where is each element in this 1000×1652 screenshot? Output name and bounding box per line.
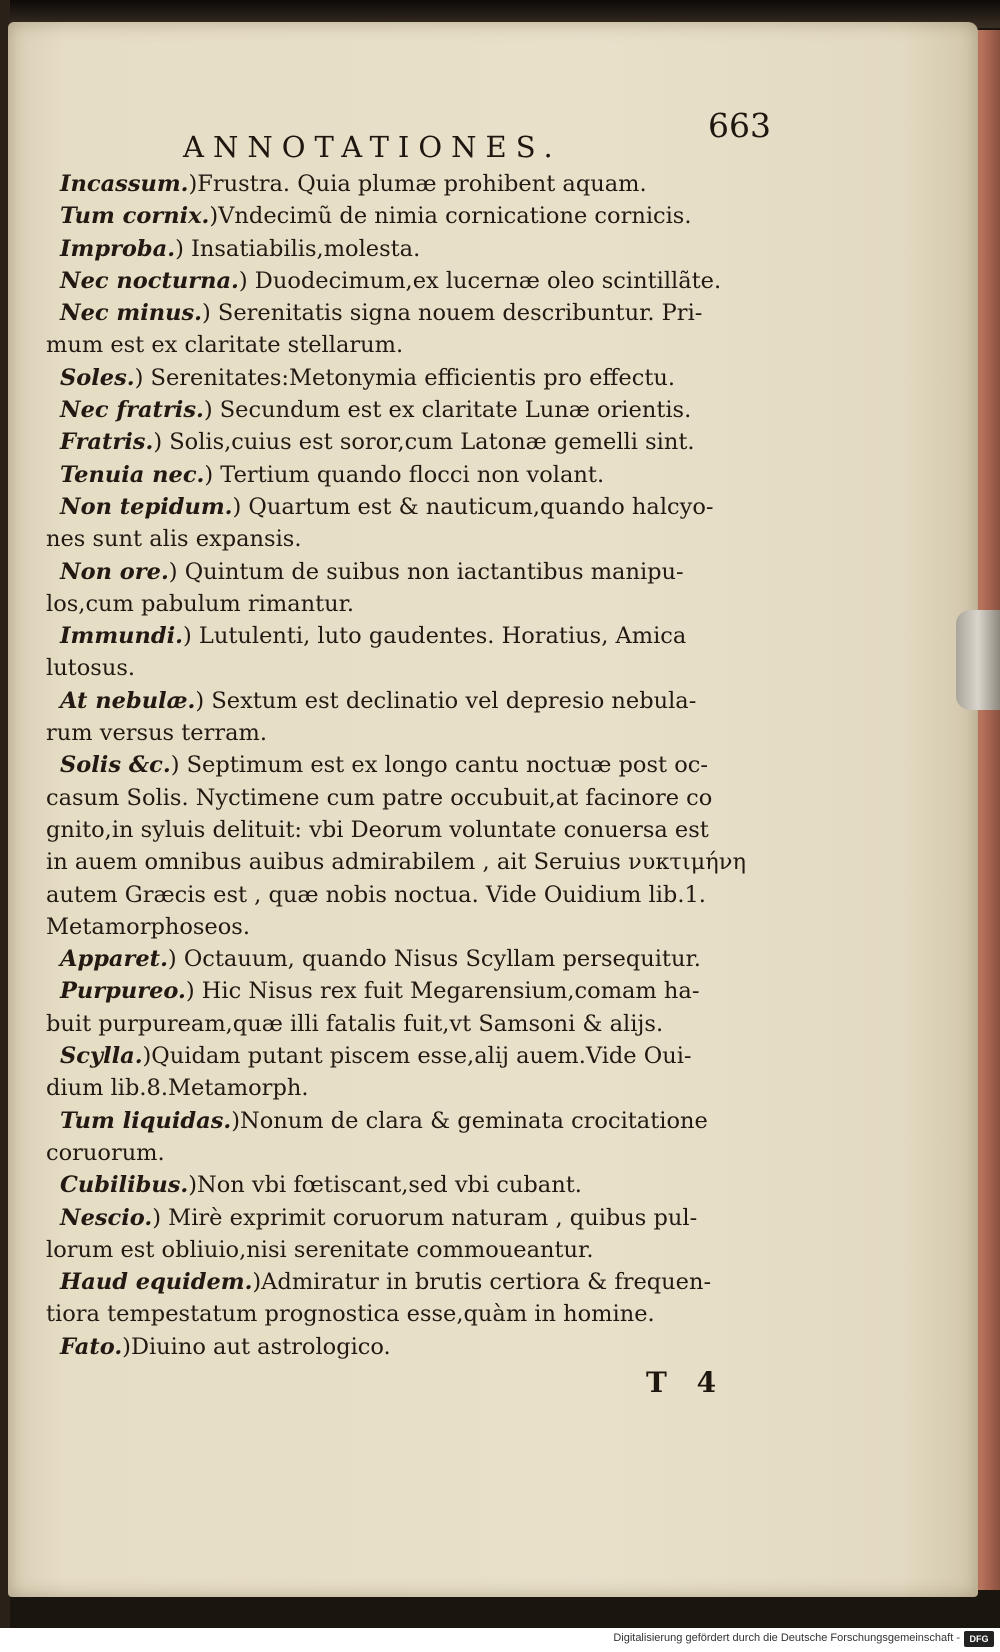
gloss-text: ) Quartum est & nauticum,quando halcyo- [232, 493, 714, 520]
gloss-text: rum versus terram. [46, 720, 268, 747]
gloss-text: gnito,in syluis delituit: vbi Deorum voluntate conuersa est [46, 816, 709, 843]
lemma: Nescio. [60, 1204, 153, 1231]
text-line [46, 1266, 796, 1298]
gloss-text: dium lib.8.Metamorph. [46, 1075, 309, 1102]
lemma: Incassum. [60, 171, 189, 197]
text-line [46, 943, 796, 975]
lemma: Solis &c. [60, 752, 171, 779]
lemma: Fato. [60, 1333, 123, 1360]
page-number: 663 [708, 106, 771, 145]
book-page [8, 22, 978, 1597]
lemma: Cubilibus. [60, 1172, 189, 1199]
gloss-text: Metamorphoseos. [46, 913, 250, 940]
text-line [46, 1331, 796, 1363]
text-line [46, 717, 796, 749]
gloss-text: ) Hic Nisus rex fuit Megarensium,comam ha- [185, 978, 700, 1005]
lemma: Nec minus. [60, 300, 202, 327]
lemma: Purpureo. [60, 978, 186, 1005]
gloss-text: los,cum pabulum rimantur. [46, 590, 355, 617]
gloss-text: coruorum. [46, 1139, 165, 1166]
gloss-text: ) Solis,cuius est soror,cum Latonæ gemelli sint. [153, 429, 695, 456]
lemma: Tenuia nec. [60, 461, 205, 488]
lemma: Soles. [60, 364, 135, 391]
gloss-text: )Quidam putant piscem esse,alij auem.Vide Oui- [142, 1043, 692, 1070]
gloss-text: buit purpuream,quæ illi fatalis fuit,vt Samsoni & alijs. [46, 1010, 664, 1037]
text-line [46, 1040, 796, 1072]
gloss-text: ) Insatiabilis,molesta. [175, 235, 421, 262]
text-line [46, 200, 796, 232]
gloss-text: )Frustra. Quia plumæ prohibent aquam. [188, 171, 647, 197]
text-line [46, 329, 796, 361]
gloss-text: ) Duodecimum,ex lucernæ oleo scintillãte. [238, 267, 722, 294]
gloss-text: )Diuino aut astrologico. [122, 1333, 391, 1360]
text-line [46, 620, 796, 652]
gloss-text: ) Quintum de suibus non iactantibus manipu- [168, 558, 684, 585]
text-line [46, 749, 796, 781]
gloss-text: autem Græcis est , quæ nobis noctua. Vide Ouidium lib.1. [46, 881, 706, 908]
text-line [46, 1202, 796, 1234]
lemma: Improba. [60, 235, 176, 262]
text-line [46, 459, 796, 491]
commentary-text [46, 168, 796, 1363]
lemma: Tum liquidas. [60, 1107, 232, 1134]
gloss-text: tiora tempestatum prognostica esse,quàm in homine. [46, 1301, 655, 1328]
lemma: Nec nocturna. [60, 267, 239, 294]
lemma: Scylla. [60, 1043, 143, 1070]
text-line [46, 362, 796, 394]
gloss-text: nes sunt alis expansis. [46, 526, 302, 553]
text-line [46, 297, 796, 329]
text-line [46, 1072, 796, 1104]
text-line [46, 491, 796, 523]
gloss-text: ) Mirè exprimit coruorum naturam , quibus pul- [152, 1204, 698, 1231]
text-line [46, 1234, 796, 1266]
text-line [46, 426, 796, 458]
gloss-text: ) Octauum, quando Nisus Scyllam persequitur. [167, 946, 701, 973]
text-line [46, 846, 796, 878]
gloss-text: ) Septimum est ex longo cantu noctuæ post oc- [170, 752, 708, 779]
text-line [46, 975, 796, 1007]
text-line [46, 1105, 796, 1137]
lemma: Nec fratris. [60, 397, 204, 424]
gloss-text: ) Serenitates:Metonymia efficientis pro effectu. [134, 364, 676, 391]
text-line [46, 523, 796, 555]
lemma: Non tepidum. [60, 493, 233, 520]
text-line [46, 233, 796, 265]
lemma: Apparet. [60, 946, 168, 973]
text-line [46, 1298, 796, 1330]
text-line [46, 1137, 796, 1169]
text-line [46, 879, 796, 911]
gloss-text: )Admiratur in brutis certiora & frequen- [252, 1269, 712, 1296]
gloss-text: casum Solis. Nyctimene cum patre occubuit,at facinore co [46, 784, 713, 811]
lemma: Tum cornix. [60, 203, 210, 230]
gloss-text: ) Secundum est ex claritate Lunæ orientis. [203, 397, 692, 424]
text-line [46, 652, 796, 684]
gloss-text: in auem omnibus auibus admirabilem , ait Seruius νυκτιμήνη [46, 849, 746, 876]
digitization-credit-bar [0, 1628, 1000, 1652]
gloss-text: )Nonum de clara & geminata crocitatione [231, 1107, 708, 1134]
gloss-text: mum est ex claritate stellarum. [46, 332, 404, 359]
gloss-text: )Vndecimũ de nimia cornicatione cornicis. [209, 203, 692, 230]
text-line [46, 265, 796, 297]
gloss-text: ) Lutulenti, luto gaudentes. Horatius, Amica [182, 623, 687, 650]
text-line [46, 556, 796, 588]
credit-text: Digitalisierung gefördert durch die Deutsche Forschungsgemeinschaft - [613, 1632, 960, 1644]
gloss-text: ) Serenitatis signa nouem describuntur. Pri- [202, 300, 703, 327]
page-marker-tab [956, 610, 1000, 710]
text-line [46, 814, 796, 846]
text-line [46, 1169, 796, 1201]
dfg-logo: DFG [964, 1631, 994, 1647]
text-line [46, 685, 796, 717]
text-line [46, 782, 796, 814]
lemma: Non ore. [60, 558, 169, 585]
signature-mark: T 4 [646, 1366, 727, 1399]
text-line [46, 168, 796, 200]
text-line [46, 1008, 796, 1040]
lemma: Immundi. [60, 623, 183, 650]
text-line [46, 394, 796, 426]
lemma: At nebulæ. [60, 687, 196, 714]
lemma: Haud equidem. [60, 1269, 253, 1296]
gloss-text: lorum est obliuio,nisi serenitate commoueantur. [46, 1236, 594, 1263]
gloss-text: lutosus. [46, 655, 136, 682]
running-head: ANNOTATIONES. [183, 130, 562, 164]
gloss-text: ) Sextum est declinatio vel depresio nebula- [195, 687, 697, 714]
gloss-text: ) Tertium quando flocci non volant. [204, 461, 605, 488]
text-line [46, 588, 796, 620]
text-line [46, 911, 796, 943]
gloss-text: )Non vbi fœtiscant,sed vbi cubant. [188, 1172, 582, 1199]
lemma: Fratris. [60, 429, 154, 456]
